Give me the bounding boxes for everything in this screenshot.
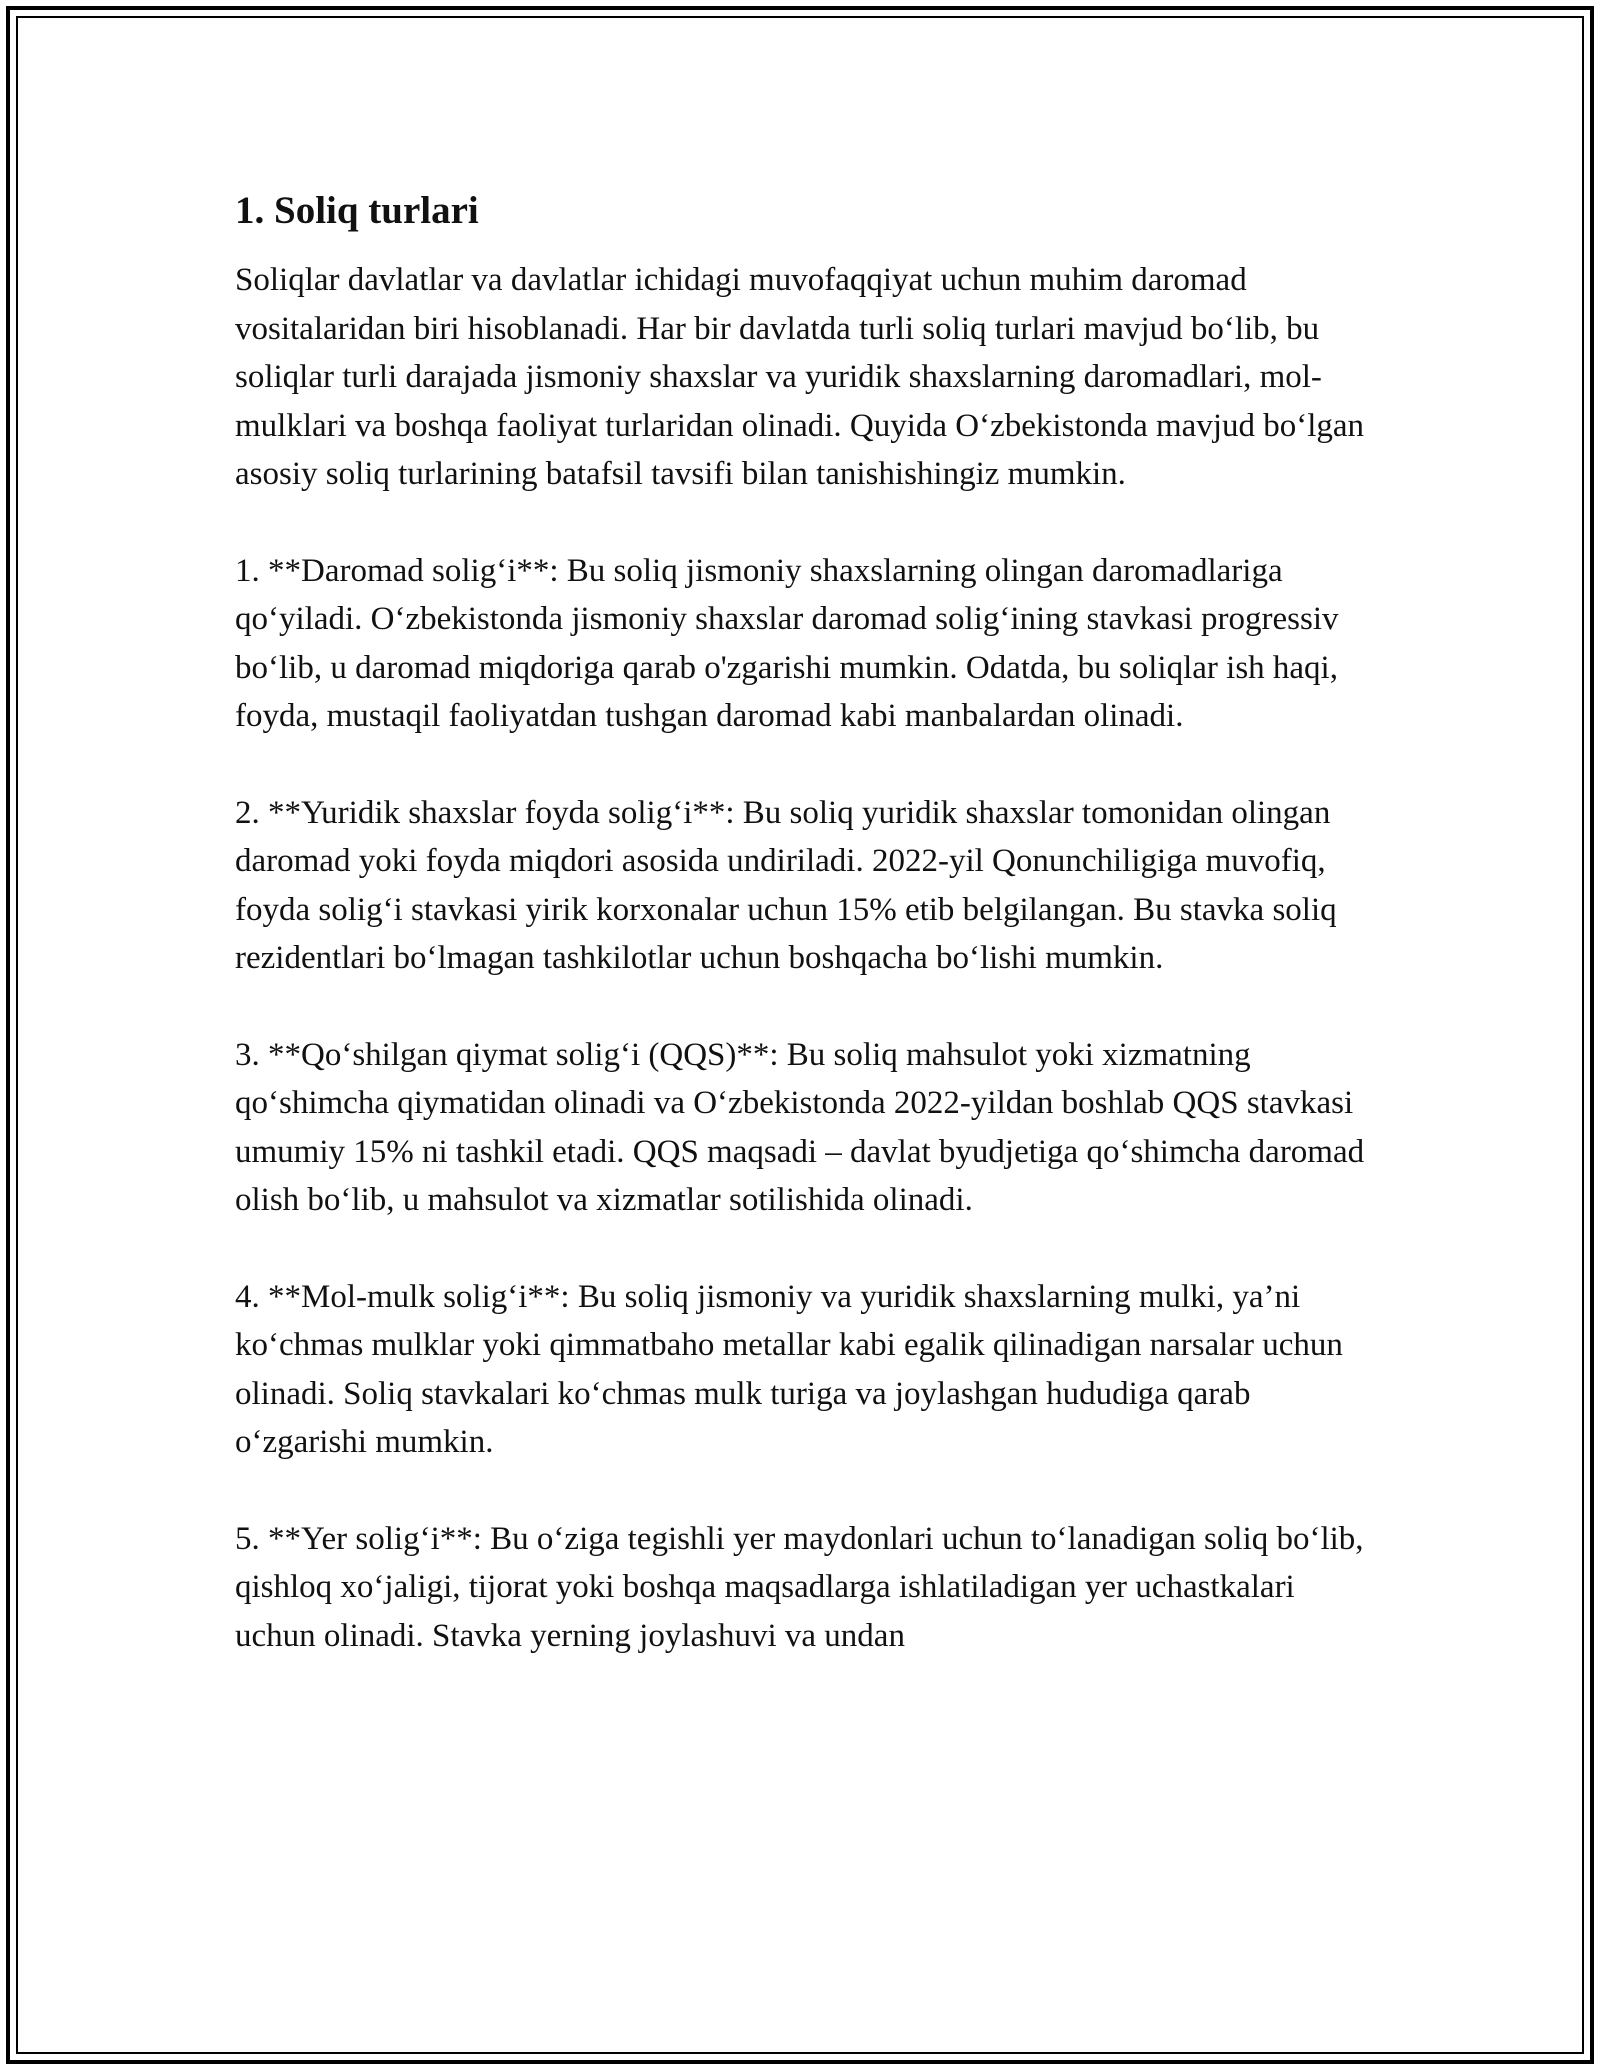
section-heading: 1. Soliq turlari bbox=[235, 189, 479, 232]
intro-paragraph: Soliqlar davlatlar va davlatlar ichidagi muvofaqqiyat uchun muhim daromad vositalaridan biri hisoblanadi. Har bir davlatda turli soliq turlari mavjud bo‘lib, bu soliqlar turli darajada jismoniy shaxslar va yuridik shaxslarning daromadlari, mol-mulklari va boshqa faoliyat turlaridan olinadi. Quyida O‘zbekistonda mavjud bo‘lgan asosiy soliq turlarining batafsil tavsifi bilan tanishishingiz mumkin. bbox=[235, 262, 1365, 492]
paragraph-land-tax: 5. **Yer solig‘i**: Bu o‘ziga tegishli yer maydonlari uchun to‘lanadigan soliq bo‘lib, qishloq xo‘jaligi, tijorat yoki boshqa maqsadlarga ishlatiladigan yer uchastkalari uchun olinadi. Stavka yerning joylashuvi va undan bbox=[235, 1520, 1364, 1654]
paragraph-income-tax: 1. **Daromad solig‘i**: Bu soliq jismoniy shaxslarning olingan daromadlariga qo‘yiladi. O‘zbekistonda jismoniy shaxslar daromad solig‘ining stavkasi progressiv bo‘lib, u daromad miqdoriga qarab o'zgarishi mumkin. Odatda, bu soliqlar ish haqi, foyda, mustaqil faoliyatdan tushgan daromad kabi manbalardan olinadi. bbox=[235, 552, 1339, 734]
paragraph-profit-tax: 2. **Yuridik shaxslar foyda solig‘i**: Bu soliq yuridik shaxslar tomonidan olingan daromad yoki foyda miqdori asosida undiriladi. 2022-yil Qonunchiligiga muvofiq, foyda solig‘i stavkasi yirik korxonalar uchun 15% etib belgilangan. Bu stavka soliq rezidentlari bo‘lmagan tashkilotlar uchun boshqacha bo‘lishi mumkin. bbox=[235, 794, 1337, 976]
document-body bbox=[235, 186, 1375, 1708]
paragraph-vat: 3. **Qo‘shilgan qiymat solig‘i (QQS)**: Bu soliq mahsulot yoki xizmatning qo‘shimcha qiymatidan olinadi va O‘zbekistonda 2022-yildan boshlab QQS stavkasi umumiy 15% ni tashkil etadi. QQS maqsadi – davlat byudjetiga qo‘shimcha daromad olish bo‘lib, u mahsulot va xizmatlar sotilishida olinadi. bbox=[235, 1036, 1365, 1218]
paragraph-property-tax: 4. **Mol-mulk solig‘i**: Bu soliq jismoniy va yuridik shaxslarning mulki, ya’ni ko‘chmas mulklar yoki qimmatbaho metallar kabi egalik qilinadigan narsalar uchun olinadi. Soliq stavkalari ko‘chmas mulk turiga va joylashgan hududiga qarab o‘zgarishi mumkin. bbox=[235, 1278, 1343, 1460]
